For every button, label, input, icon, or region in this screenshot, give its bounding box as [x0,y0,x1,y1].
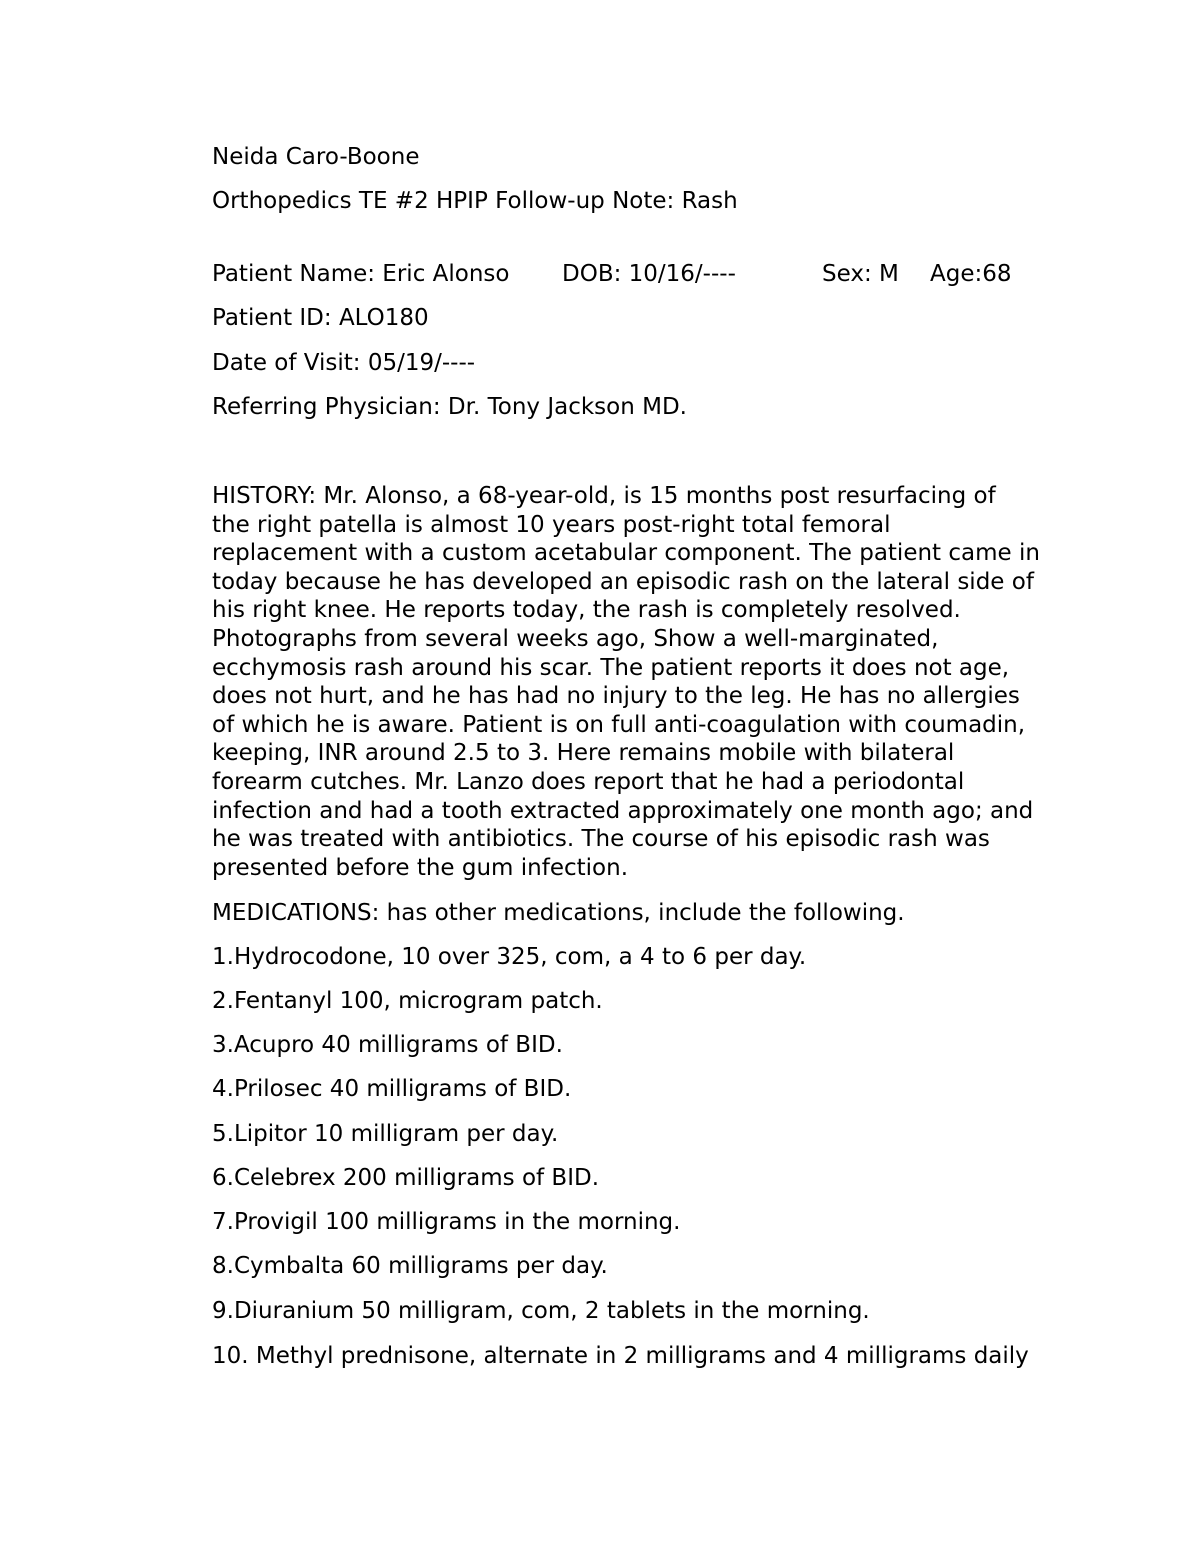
medication-item: 9.Diuranium 50 milligram, com, 2 tablets in the morning. [212,1298,870,1324]
medication-item: 1.Hydrocodone, 10 over 325, com, a 4 to 6 per day. [212,944,807,970]
patient-info-row [212,260,1112,288]
patient-id: Patient ID: ALO180 [212,305,429,331]
history-line: HISTORY: Mr. Alonso, a 68-year-old, is 15 months post resurfacing of [212,483,996,509]
history-line: forearm cutches. Mr. Lanzo does report that he had a periodontal [212,768,965,795]
history-line: the right patella is almost 10 years post-right total femoral [212,511,891,538]
history-line: ecchymosis rash around his scar. The patient reports it does not age, [212,654,1010,681]
referring-physician: Referring Physician: Dr. Tony Jackson MD. [212,394,687,420]
patient-age: Age:68 [930,261,1012,287]
medication-item: 5.Lipitor 10 milligram per day. [212,1121,559,1147]
history-section [212,482,1072,882]
history-line: does not hurt, and he has had no injury to the leg. He has no allergies [212,683,1020,710]
history-line: he was treated with antibiotics. The course of his episodic rash was [212,826,990,853]
medication-item: 6.Celebrex 200 milligrams of BID. [212,1165,600,1191]
medication-item: 8.Cymbalta 60 milligrams per day. [212,1253,608,1279]
history-line: keeping, INR around 2.5 to 3. Here remains mobile with bilateral [212,740,955,767]
medication-item: 10. Methyl prednisone, alternate in 2 milligrams and 4 milligrams daily [212,1343,1029,1369]
patient-name: Patient Name: Eric Alonso [212,261,510,287]
history-line: infection and had a tooth extracted approximately one month ago; and [212,797,1034,824]
medication-item: 4.Prilosec 40 milligrams of BID. [212,1076,572,1102]
history-line: his right knee. He reports today, the rash is completely resolved. [212,597,961,624]
history-line: today because he has developed an episodic rash on the lateral side of [212,568,1034,595]
visit-date: Date of Visit: 05/19/---- [212,350,476,376]
history-line: Photographs from several weeks ago, Show a well-marginated, [212,625,939,652]
note-title: Orthopedics TE #2 HPIP Follow-up Note: Rash [212,188,738,214]
patient-dob: DOB: 10/16/---- [562,261,736,287]
medication-item: 3.Acupro 40 milligrams of BID. [212,1032,563,1058]
medications-heading: MEDICATIONS: has other medications, include the following. [212,900,905,926]
history-line: of which he is aware. Patient is on full anti-coagulation with coumadin, [212,711,1026,738]
medication-item: 7.Provigil 100 milligrams in the morning. [212,1209,681,1235]
patient-sex: Sex: M [822,261,899,287]
history-line: presented before the gum infection. [212,854,628,881]
medication-item: 2.Fentanyl 100, microgram patch. [212,988,603,1014]
history-line: replacement with a custom acetabular component. The patient came in [212,540,1040,567]
author-name: Neida Caro-Boone [212,144,420,170]
